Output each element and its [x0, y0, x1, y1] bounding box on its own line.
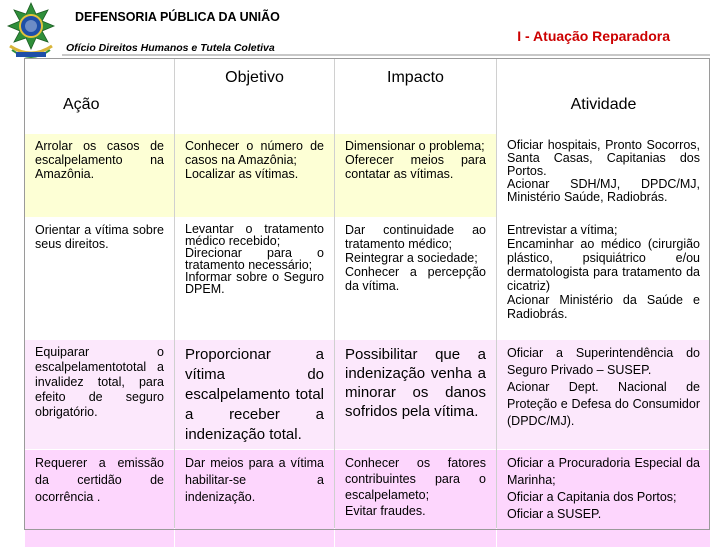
cell-acao [25, 134, 175, 218]
header-rule [62, 54, 710, 56]
cell-objetivo [175, 134, 335, 218]
cell-impacto [335, 218, 497, 340]
cell-text: Dimensionar o problema; Oferecer meios para contatar as vítimas. [345, 139, 486, 181]
cell-acao [25, 340, 175, 450]
cell-text: Levantar o tratamento médico recebido; Direcionar para o tratamento necessário; Informar sobre o Seguro DPEM. [185, 222, 324, 296]
cell-text: Conhecer os fatores contribuintes para o escalpelameto; Evitar fraudes. [345, 456, 486, 518]
cell-objetivo [175, 340, 335, 450]
cell-text: Oficiar a Procuradoria Especial da Marinha; Oficiar a Capitania dos Portos; Oficiar a SUSEP. [507, 456, 700, 521]
header-atividade: Atividade [497, 59, 711, 134]
cell-atividade [497, 134, 711, 218]
action-table [24, 58, 711, 548]
header-objetivo: Objetivo [175, 59, 335, 134]
cell-text: Oficiar hospitais, Pronto Socorros, Santa Casas, Capitanias dos Portos. Acionar SDH/MJ, DPDC/MJ, Ministério Saúde, Radiobrás. [507, 138, 700, 204]
cell-text: Proporcionar a vítima do escalpelamento total a receber a indenização total. [185, 346, 324, 443]
table-row [25, 134, 711, 218]
cell-atividade [497, 340, 711, 450]
cell-objetivo [175, 218, 335, 340]
cell-text: Entrevistar a vítima; Encaminhar ao médico (cirurgião plástico, psiquiátrico e/ou dermatologista para tratamento da cicatriz) Acionar Ministério da Saúde e Radiobrás. [507, 223, 700, 321]
cell-text: Oficiar a Superintendência do Seguro Privado – SUSEP. Acionar Dept. Nacional de Proteção e Defesa do Consumidor (DPDC/MJ). [507, 346, 700, 428]
cell-text: Dar meios para a vítima habilitar-se a indenização. [185, 456, 324, 504]
column-separator [174, 58, 175, 528]
cell-atividade [497, 450, 711, 548]
cell-text: Dar continuidade ao tratamento médico; Reintegrar a sociedade; Conhecer a percepção da vítima. [345, 223, 486, 293]
cell-text: Orientar a vítima sobre seus direitos. [35, 223, 164, 251]
cell-text: Arrolar os casos de escalpelamento na Amazônia. [35, 139, 164, 181]
header-impacto: Impacto [335, 59, 497, 134]
table-row [25, 340, 711, 450]
table-header-row [25, 59, 711, 134]
header-acao: Ação [25, 59, 175, 134]
cell-text: Equiparar o escalpelamentototal a invalidez total, para efeito de seguro obrigatório. [35, 345, 164, 419]
cell-atividade [497, 218, 711, 340]
section-title: I - Atuação Reparadora [517, 28, 670, 44]
cell-impacto [335, 134, 497, 218]
cell-text: Possibilitar que a indenização venha a minorar os danos sofridos pela vítima. [345, 346, 486, 420]
cell-acao [25, 218, 175, 340]
cell-impacto [335, 450, 497, 548]
cell-text: Requerer a emissão da certidão de ocorrência . [35, 456, 164, 504]
column-separator [334, 58, 335, 528]
cell-acao [25, 450, 175, 548]
office-subtitle: Ofício Direitos Humanos e Tutela Coletiva [66, 42, 275, 54]
cell-impacto [335, 340, 497, 450]
cell-objetivo [175, 450, 335, 548]
organization-name: DEFENSORIA PÚBLICA DA UNIÃO [75, 10, 280, 24]
table-row [25, 218, 711, 340]
table-row [25, 450, 711, 548]
column-separator [496, 58, 497, 528]
cell-text: Conhecer o número de casos na Amazônia; Localizar as vítimas. [185, 139, 324, 181]
coat-of-arms-icon [2, 2, 60, 64]
